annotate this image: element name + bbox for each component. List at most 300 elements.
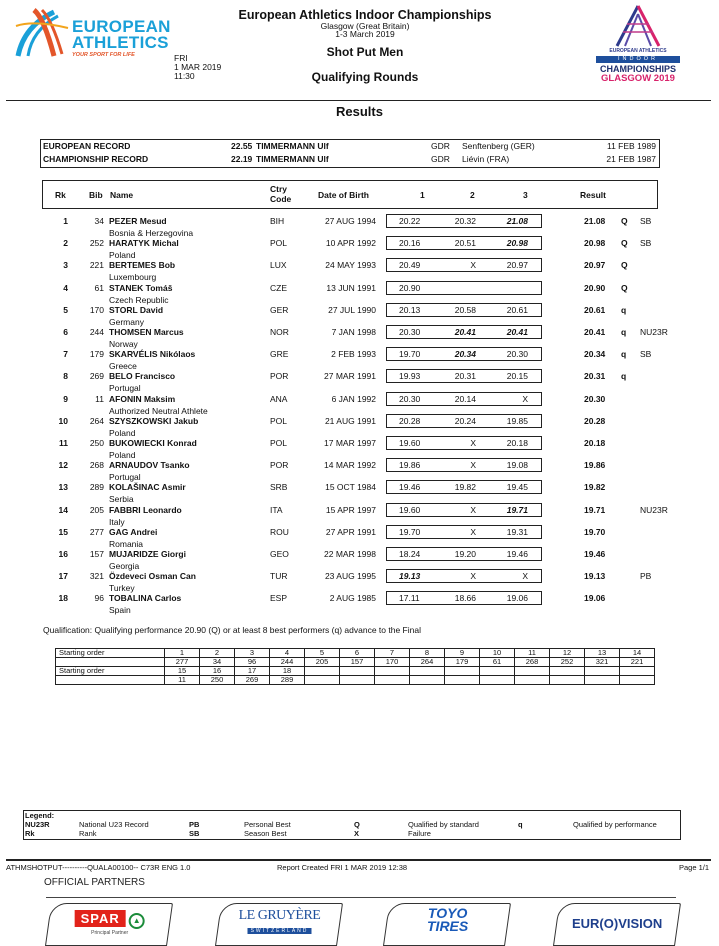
date-of-birth: 15 OCT 1984	[325, 482, 376, 493]
athlete-nation: Poland	[109, 427, 136, 438]
attempt-3: 19.31	[506, 526, 528, 537]
starting-order-cell: 34	[200, 658, 235, 667]
country-code: GER	[270, 304, 289, 315]
attempt-3: 19.06	[506, 593, 528, 604]
qualification-mark: q	[621, 371, 627, 382]
qualification-mark: q	[621, 327, 627, 337]
date-of-birth: 2 AUG 1985	[329, 593, 376, 604]
report-created: Report Created FRI 1 MAR 2019 12:38	[277, 863, 408, 872]
attempt-1: 17.11	[399, 593, 420, 604]
attempt-1: 19.60	[399, 438, 421, 448]
legend-desc: Qualified by performance	[573, 820, 657, 829]
starting-order-row	[56, 676, 655, 685]
champ-logo-org: EUROPEAN ATHLETICS	[609, 48, 667, 54]
starting-order-cell: 14	[620, 649, 655, 658]
toyo-wordmark-line2: TIRES	[427, 918, 469, 934]
legend-desc: National U23 Record	[79, 820, 149, 829]
starting-order-cell: 321	[585, 658, 620, 667]
rank: 2	[63, 238, 68, 249]
col-code: Code	[270, 194, 292, 204]
starting-order-cell: 170	[375, 658, 410, 667]
header-divider	[6, 100, 711, 101]
attempt-2: X	[470, 504, 476, 515]
legend-code: X	[354, 829, 360, 838]
athlete-name: PEZER Mesud	[109, 216, 167, 226]
starting-order-cell: 4	[270, 649, 305, 658]
col-result: Result	[580, 190, 606, 200]
gruyere-wordmark: LE GRUYÈRE	[238, 908, 321, 923]
attempt-2: 20.58	[454, 304, 476, 315]
legend-desc: Qualified by standard	[408, 820, 479, 829]
bib-number: 277	[89, 526, 104, 537]
page-number: Page 1/1	[678, 863, 709, 872]
attempt-2: 20.31	[454, 371, 476, 382]
attempt-1: 19.86	[399, 460, 421, 471]
attempt-1: 20.28	[399, 415, 421, 426]
date-of-birth: 23 AUG 1995	[324, 571, 376, 582]
starting-order-cell: 12	[550, 649, 585, 658]
results-title: Results	[336, 104, 383, 119]
session-time: 11:30	[174, 71, 195, 81]
bib-number: 61	[94, 282, 104, 293]
partner-toyo-logo	[383, 903, 511, 946]
result: 20.97	[584, 260, 606, 271]
attempt-1: 19.93	[399, 371, 421, 382]
starting-order-cell: 268	[515, 658, 550, 667]
partner-gruyere-logo	[215, 903, 343, 946]
starting-order-cell: 221	[620, 658, 655, 667]
toyo-wordmark-line1: TOYO	[427, 905, 468, 921]
starting-order-cell: 16	[200, 667, 235, 676]
rank: 6	[63, 327, 68, 337]
result: 20.30	[584, 393, 606, 404]
record-row-european	[41, 140, 659, 153]
starting-order-row	[56, 658, 655, 667]
round-title: Qualifying Rounds	[311, 70, 419, 84]
report-code: ATHMSHOTPUT----------QUALA00100-- C73R ENG 1.0	[6, 863, 191, 872]
date-of-birth: 27 JUL 1990	[328, 304, 376, 315]
col-attempt-3: 3	[523, 190, 528, 200]
date-of-birth: 27 MAR 1991	[324, 371, 376, 382]
starting-order-cell: 10	[480, 649, 515, 658]
legend-code: PB	[189, 820, 200, 829]
legend-desc: Season Best	[244, 829, 287, 838]
country-code: GRE	[270, 349, 289, 360]
champ-logo-championships: CHAMPIONSHIPS	[599, 64, 676, 74]
athlete-nation: Luxembourg	[109, 272, 157, 283]
starting-order-cell	[375, 676, 410, 685]
discipline-title: Shot Put Men	[326, 45, 404, 59]
rank: 1	[63, 216, 68, 226]
athlete-nation: Czech Republic	[109, 294, 169, 305]
starting-order-cell: 252	[550, 658, 585, 667]
legend-code: Rk	[25, 829, 35, 838]
bib-number: 289	[89, 482, 104, 493]
athlete-row	[0, 505, 719, 527]
starting-order-cell	[585, 667, 620, 676]
athlete-row	[0, 260, 719, 282]
starting-order-cell: 11	[515, 649, 550, 658]
starting-order-cell: 157	[340, 658, 375, 667]
attempt-2: X	[470, 526, 476, 537]
attempt-3: X	[522, 571, 528, 582]
starting-order-cell: 11	[165, 676, 200, 685]
country-code: ROU	[270, 526, 289, 537]
result: 20.41	[584, 327, 606, 337]
athlete-row	[0, 482, 719, 504]
event-location: Glasgow (Great Britain)	[320, 21, 410, 31]
logo-word-athletics: ATHLETICS	[72, 33, 169, 52]
records-box	[40, 139, 660, 168]
rank: 17	[58, 571, 68, 582]
attempt-2: 20.24	[454, 415, 476, 426]
date-of-birth: 15 APR 1997	[325, 504, 376, 515]
partners-title: OFFICIAL PARTNERS	[44, 877, 145, 888]
result: 19.71	[584, 504, 606, 515]
athlete-nation: Norway	[109, 339, 138, 349]
starting-order-cell: 18	[270, 667, 305, 676]
bib-number: 264	[89, 415, 104, 426]
athlete-name: SZYSZKOWSKI Jakub	[109, 415, 199, 426]
bib-number: 205	[89, 504, 104, 515]
athletics-swoosh-icon	[14, 8, 70, 58]
country-code: ESP	[270, 593, 288, 604]
attempt-2: 18.66	[454, 593, 476, 604]
country-code: BIH	[270, 216, 285, 226]
starting-order-cell: 61	[480, 658, 515, 667]
attempt-1: 19.13	[399, 571, 421, 582]
starting-order-label: Starting order	[56, 667, 165, 676]
session-date: 1 MAR 2019	[174, 62, 222, 72]
starting-order-cell: 264	[410, 658, 445, 667]
bib-number: 250	[89, 438, 104, 448]
starting-order-cell	[445, 667, 480, 676]
results-column-header	[42, 180, 658, 209]
athlete-row	[0, 238, 719, 260]
athlete-name: AFONIN Maksim	[109, 393, 176, 404]
attempt-2: 20.14	[454, 393, 476, 404]
starting-order-cell	[305, 676, 340, 685]
starting-order-cell: 3	[235, 649, 270, 658]
col-ctry: Ctry	[270, 184, 288, 194]
bib-number: 179	[89, 349, 104, 360]
col-attempt-1: 1	[420, 190, 425, 200]
country-code: LUX	[270, 260, 287, 271]
starting-order-cell: 96	[235, 658, 270, 667]
starting-order-cell	[375, 667, 410, 676]
result: 19.70	[584, 526, 606, 537]
bib-number: 252	[89, 238, 104, 249]
legend-code: Q	[354, 820, 360, 829]
record-mark: SB	[640, 238, 652, 249]
athlete-row	[0, 416, 719, 438]
athlete-nation: Portugal	[109, 472, 141, 483]
attempt-2: X	[470, 571, 476, 582]
starting-order-cell: 1	[165, 649, 200, 658]
athlete-name: TOBALINA Carlos	[109, 593, 182, 604]
result: 19.86	[584, 460, 606, 471]
starting-order-cell: 5	[305, 649, 340, 658]
bib-number: 244	[89, 327, 104, 337]
result: 19.82	[584, 482, 606, 493]
bib-number: 34	[94, 216, 104, 226]
attempt-1: 19.46	[399, 482, 421, 493]
starting-order-row	[56, 667, 655, 676]
athlete-name: GAG Andrei	[109, 526, 158, 537]
starting-order-table	[55, 648, 655, 685]
attempt-3: 19.08	[506, 460, 528, 471]
athlete-nation: Portugal	[109, 383, 141, 394]
country-code: POR	[270, 371, 289, 382]
record-label: EUROPEAN RECORD	[43, 141, 131, 151]
legend-title: Legend:	[25, 811, 55, 820]
result: 20.34	[584, 349, 606, 360]
rank: 13	[58, 482, 68, 493]
rank: 16	[58, 549, 68, 559]
rank: 10	[58, 415, 68, 426]
athlete-name: BELO Francisco	[109, 371, 176, 382]
attempt-1: 18.24	[399, 549, 421, 559]
result: 19.13	[584, 571, 606, 582]
attempt-2: X	[470, 460, 476, 471]
result: 21.08	[584, 216, 606, 226]
attempt-1: 19.70	[399, 349, 421, 360]
athlete-nation: Poland	[109, 450, 136, 460]
date-of-birth: 24 MAY 1993	[325, 260, 376, 271]
athlete-name: THOMSEN Marcus	[109, 327, 184, 337]
record-athlete: TIMMERMANN Ulf	[256, 141, 329, 151]
record-date: 11 FEB 1989	[607, 141, 656, 151]
col-rank: Rk	[55, 190, 66, 200]
logo-tagline: YOUR SPORT FOR LIFE	[72, 52, 135, 58]
result: 20.18	[584, 438, 606, 448]
attempt-3: 19.45	[506, 482, 528, 493]
starting-order-cell	[620, 676, 655, 685]
athlete-row	[0, 327, 719, 349]
european-athletics-logo	[14, 6, 171, 58]
starting-order-cell: 2	[200, 649, 235, 658]
starting-order-label: Starting order	[56, 649, 165, 658]
athlete-row	[0, 394, 719, 416]
country-code: TUR	[270, 571, 288, 582]
attempt-2: 20.32	[454, 216, 476, 226]
legend-desc: Personal Best	[244, 820, 291, 829]
record-mark: NU23R	[640, 504, 668, 515]
record-athlete: TIMMERMANN Ulf	[256, 154, 329, 164]
spar-subtitle: Principal Partner	[91, 929, 129, 936]
country-code: POL	[270, 438, 288, 448]
attempt-1: 20.30	[399, 327, 421, 337]
spar-wordmark: SPAR	[75, 910, 126, 927]
bib-number: 269	[89, 371, 104, 382]
legend-code: NU23R	[25, 820, 50, 829]
athlete-row	[0, 438, 719, 460]
country-code: GEO	[270, 549, 289, 559]
attempt-3: 19.71	[506, 504, 528, 515]
record-mark: SB	[640, 349, 652, 360]
record-mark: SB	[640, 216, 652, 226]
starting-order-cell: 8	[410, 649, 445, 658]
legend-box	[23, 810, 681, 840]
attempt-3: 19.46	[506, 549, 528, 559]
starting-order-cell	[445, 676, 480, 685]
athlete-name: FABBRI Leonardo	[109, 504, 182, 515]
starting-order-cell	[340, 676, 375, 685]
result: 20.90	[584, 282, 606, 293]
date-of-birth: 27 APR 1991	[325, 526, 376, 537]
record-mark: PB	[640, 571, 652, 582]
bib-number: 221	[89, 260, 104, 271]
date-of-birth: 7 JAN 1998	[331, 327, 376, 337]
result: 20.61	[584, 304, 606, 315]
footer-divider	[6, 859, 711, 861]
result: 20.28	[584, 415, 606, 426]
legend-code: SB	[189, 829, 200, 838]
starting-order-cell: 17	[235, 667, 270, 676]
starting-order-cell	[480, 676, 515, 685]
country-code: ITA	[270, 504, 283, 515]
starting-order-cell: 205	[305, 658, 340, 667]
athlete-row	[0, 549, 719, 571]
starting-order-cell: 250	[200, 676, 235, 685]
attempt-1: 20.90	[399, 282, 421, 293]
athlete-row	[0, 460, 719, 482]
starting-order-cell	[585, 676, 620, 685]
athlete-nation: Greece	[109, 361, 137, 372]
logo-word-european: EUROPEAN	[72, 17, 171, 36]
starting-order-cell	[515, 667, 550, 676]
session-day: FRI	[174, 53, 188, 63]
record-mark: NU23R	[640, 327, 668, 337]
eurovision-wordmark: EUR(O)VISION	[571, 916, 663, 931]
qualification-mark: q	[621, 304, 627, 315]
athlete-row	[0, 593, 719, 615]
champ-logo-city: GLASGOW 2019	[601, 73, 675, 84]
attempt-3: 21.08	[506, 216, 528, 226]
gruyere-subtitle: SWITZERLAND	[248, 928, 312, 934]
attempt-3: 20.97	[506, 260, 528, 271]
qualification-note: Qualification: Qualifying performance 20.90 (Q) or at least 8 best performers (q) advance to the Final	[43, 625, 421, 635]
attempt-1: 20.49	[399, 260, 421, 271]
starting-order-cell: 244	[270, 658, 305, 667]
attempt-1: 20.30	[399, 393, 421, 404]
bib-number: 96	[94, 593, 104, 604]
legend-code: q	[518, 820, 523, 829]
col-attempt-2: 2	[470, 190, 475, 200]
starting-order-label	[56, 676, 165, 685]
attempt-2: X	[470, 260, 476, 271]
record-label: CHAMPIONSHIP RECORD	[43, 154, 149, 164]
rank: 7	[63, 349, 68, 360]
attempt-2: 19.82	[454, 482, 476, 493]
record-value: 22.19	[231, 154, 253, 164]
starting-order-cell	[515, 676, 550, 685]
date-of-birth: 2 FEB 1993	[331, 349, 376, 360]
rank: 14	[58, 504, 68, 515]
attempt-2: 20.51	[454, 238, 476, 249]
attempt-3: 20.30	[506, 349, 528, 360]
record-place: Senftenberg (GER)	[462, 141, 535, 151]
bib-number: 11	[95, 393, 104, 404]
athlete-row	[0, 571, 719, 593]
athlete-name: Özdeveci Osman Can	[109, 571, 196, 582]
rank: 9	[63, 393, 68, 404]
attempt-1: 19.60	[399, 504, 421, 515]
col-bib: Bib	[89, 190, 103, 200]
qualification-mark: Q	[621, 260, 628, 271]
starting-order-cell: 277	[165, 658, 200, 667]
athlete-name: HARATYK Michal	[109, 238, 179, 249]
rank: 3	[63, 260, 68, 271]
qualification-mark: Q	[621, 282, 628, 293]
attempt-3: 20.61	[506, 304, 528, 315]
event-dates: 1-3 March 2019	[335, 29, 395, 39]
athlete-row	[0, 305, 719, 327]
athlete-row	[0, 349, 719, 371]
record-row-championship	[41, 153, 659, 166]
athlete-nation: Poland	[109, 250, 136, 261]
country-code: POL	[270, 238, 288, 249]
date-of-birth: 17 MAR 1997	[324, 438, 376, 448]
partner-spar-logo	[45, 903, 173, 946]
country-code: POR	[270, 460, 289, 471]
attempt-3: 20.15	[506, 371, 528, 382]
attempt-2: 20.41	[454, 327, 476, 337]
bib-number: 268	[89, 460, 104, 471]
legend-desc: Rank	[79, 829, 97, 838]
qualification-mark: Q	[621, 216, 628, 226]
athlete-name: SKARVÉLIS Nikólaos	[109, 349, 196, 360]
record-country: GDR	[431, 141, 450, 151]
partner-eurovision-logo	[553, 903, 681, 946]
date-of-birth: 6 JAN 1992	[331, 393, 376, 404]
athlete-row	[0, 527, 719, 549]
record-place: Liévin (FRA)	[462, 154, 510, 164]
legend-desc: Failure	[408, 829, 431, 838]
qualification-mark: q	[621, 349, 627, 360]
date-of-birth: 14 MAR 1992	[324, 460, 376, 471]
country-code: SRB	[270, 482, 288, 493]
starting-order-cell	[305, 667, 340, 676]
col-name: Name	[110, 190, 134, 200]
athlete-name: MUJARIDZE Giorgi	[109, 549, 186, 559]
record-country: GDR	[431, 154, 450, 164]
athlete-name: ARNAUDOV Tsanko	[109, 460, 190, 471]
attempt-3: 20.98	[506, 238, 528, 249]
starting-order-cell	[480, 667, 515, 676]
athlete-nation: Authorized Neutral Athlete	[109, 405, 208, 416]
starting-order-cell: 9	[445, 649, 480, 658]
starting-order-cell	[550, 667, 585, 676]
athlete-name: BERTEMES Bob	[109, 260, 176, 271]
athlete-nation: Georgia	[109, 561, 140, 571]
result: 20.98	[584, 238, 606, 249]
record-date: 21 FEB 1987	[606, 154, 656, 164]
athlete-nation: Serbia	[109, 494, 134, 505]
date-of-birth: 27 AUG 1994	[324, 216, 376, 226]
champ-logo-indoor: INDOOR	[596, 56, 680, 63]
attempt-1: 20.16	[399, 238, 421, 249]
bib-number: 321	[89, 571, 104, 582]
result: 19.46	[584, 549, 606, 559]
rank: 18	[58, 593, 68, 604]
starting-order-cell: 7	[375, 649, 410, 658]
date-of-birth: 10 APR 1992	[325, 238, 376, 249]
athlete-nation: Bosnia & Herzegovina	[109, 228, 194, 238]
country-code: CZE	[270, 282, 287, 293]
date-of-birth: 22 MAR 1998	[324, 549, 376, 559]
starting-order-cell: 179	[445, 658, 480, 667]
